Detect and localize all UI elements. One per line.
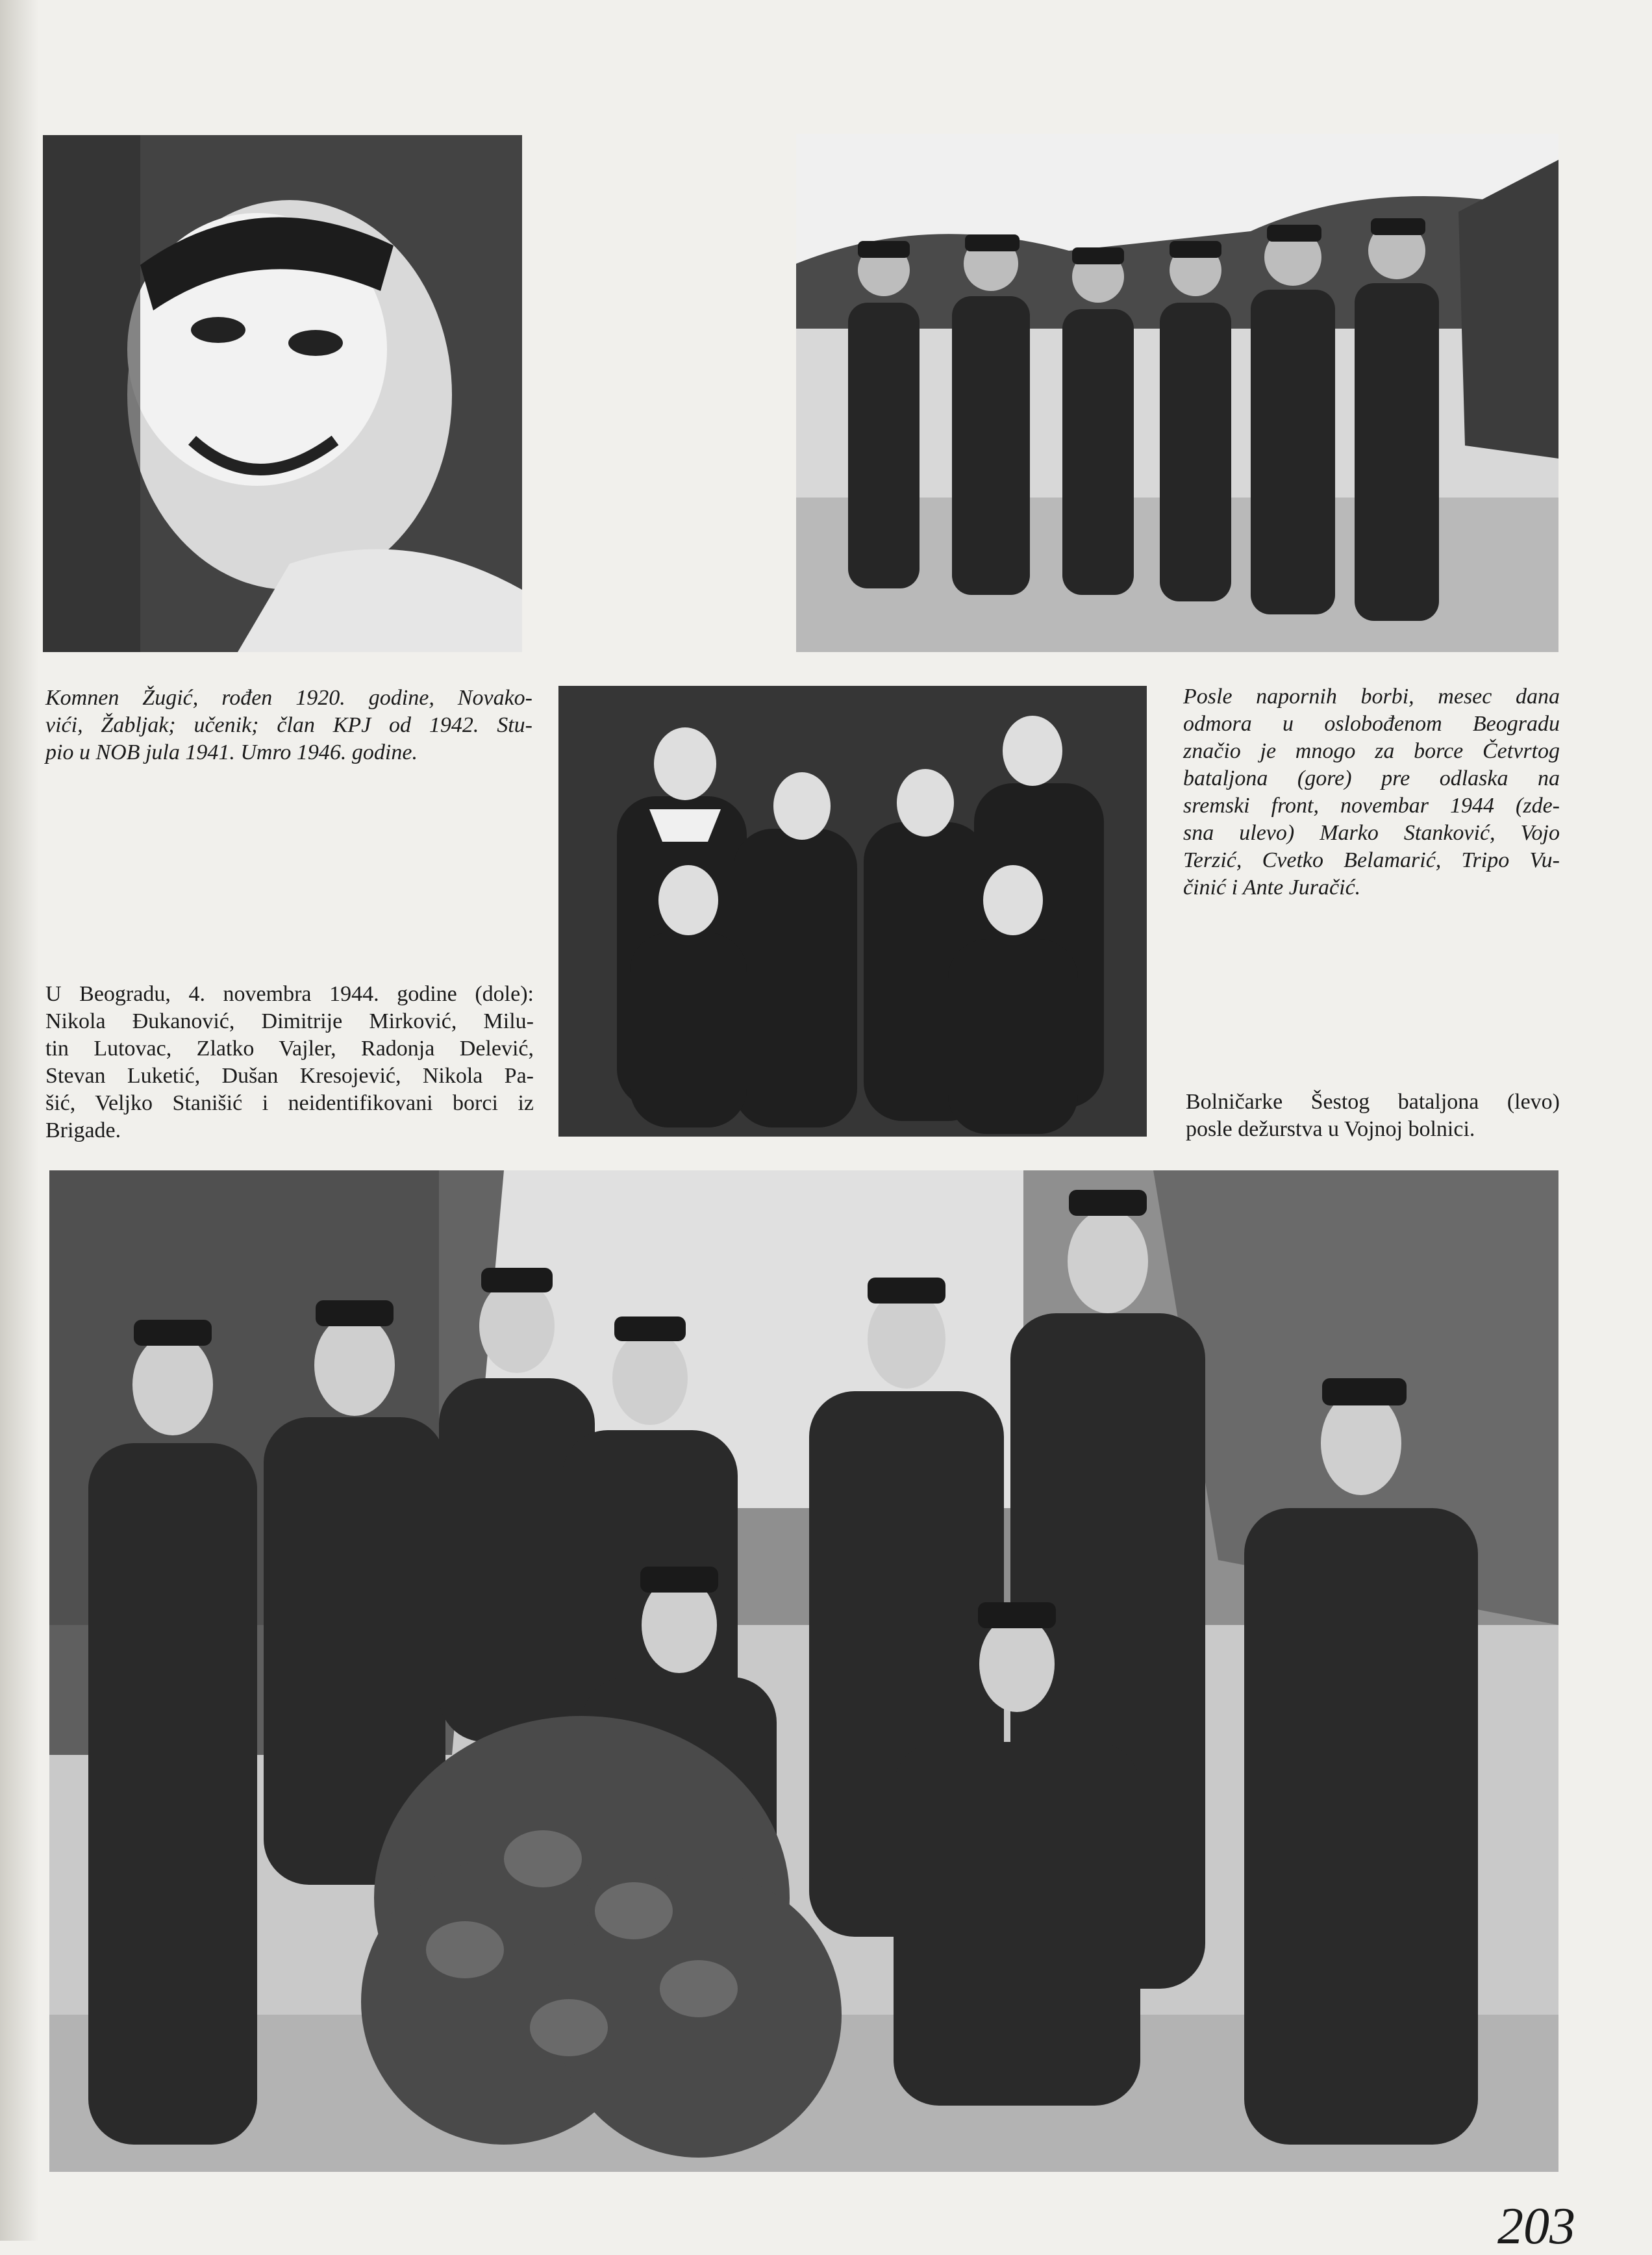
caption-line: Bolničarke Šestog bataljona (levo) xyxy=(1186,1090,1560,1114)
fourth-battalion-caption xyxy=(1183,683,1560,901)
belgrade-group-photo xyxy=(49,1170,1558,2172)
caption-line: sremski front, novembar 1944 (zde- xyxy=(1183,794,1560,818)
caption-line: Nikola Đukanović, Dimitrije Mirković, Milu- xyxy=(45,1009,534,1033)
caption-line: Stevan Luketić, Dušan Kresojević, Nikola Pa- xyxy=(45,1064,534,1088)
caption-line: Posle napornih borbi, mesec dana xyxy=(1183,685,1560,709)
belgrade-caption xyxy=(45,981,534,1144)
caption-line: pio u NOB jula 1941. Umro 1946. godine. xyxy=(45,740,418,764)
caption-line: sna ulevo) Marko Stanković, Vojo xyxy=(1183,821,1560,845)
nurses-photo xyxy=(558,686,1147,1137)
caption-line: vići, Žabljak; učenik; član KPJ od 1942. Stu- xyxy=(45,713,532,737)
caption-line: posle dežurstva u Vojnoj bolnici. xyxy=(1186,1117,1475,1141)
page-binding-shadow xyxy=(0,0,39,2241)
portrait-caption xyxy=(45,685,532,766)
caption-line: Brigade. xyxy=(45,1118,121,1142)
nurses-caption xyxy=(1186,1089,1560,1143)
fourth-battalion-photo xyxy=(796,134,1558,652)
caption-line: značio je mnogo za borce Četvrtog xyxy=(1183,739,1560,763)
caption-line: U Beogradu, 4. novembra 1944. godine (dole): xyxy=(45,982,534,1006)
caption-line: tin Lutovac, Zlatko Vajler, Radonja Delević, xyxy=(45,1037,534,1061)
caption-line: činić i Ante Juračić. xyxy=(1183,876,1361,900)
caption-line: odmora u oslobođenom Beogradu xyxy=(1183,712,1560,736)
caption-line: Komnen Žugić, rođen 1920. godine, Novako- xyxy=(45,686,532,710)
page-number: 203 xyxy=(1497,2198,1575,2255)
caption-line: šić, Veljko Stanišić i neidentifikovani borci iz xyxy=(45,1091,534,1115)
caption-line: bataljona (gore) pre odlaska na xyxy=(1183,766,1560,790)
caption-line: Terzić, Cvetko Belamarić, Tripo Vu- xyxy=(1183,848,1560,872)
portrait-photo xyxy=(43,135,522,652)
